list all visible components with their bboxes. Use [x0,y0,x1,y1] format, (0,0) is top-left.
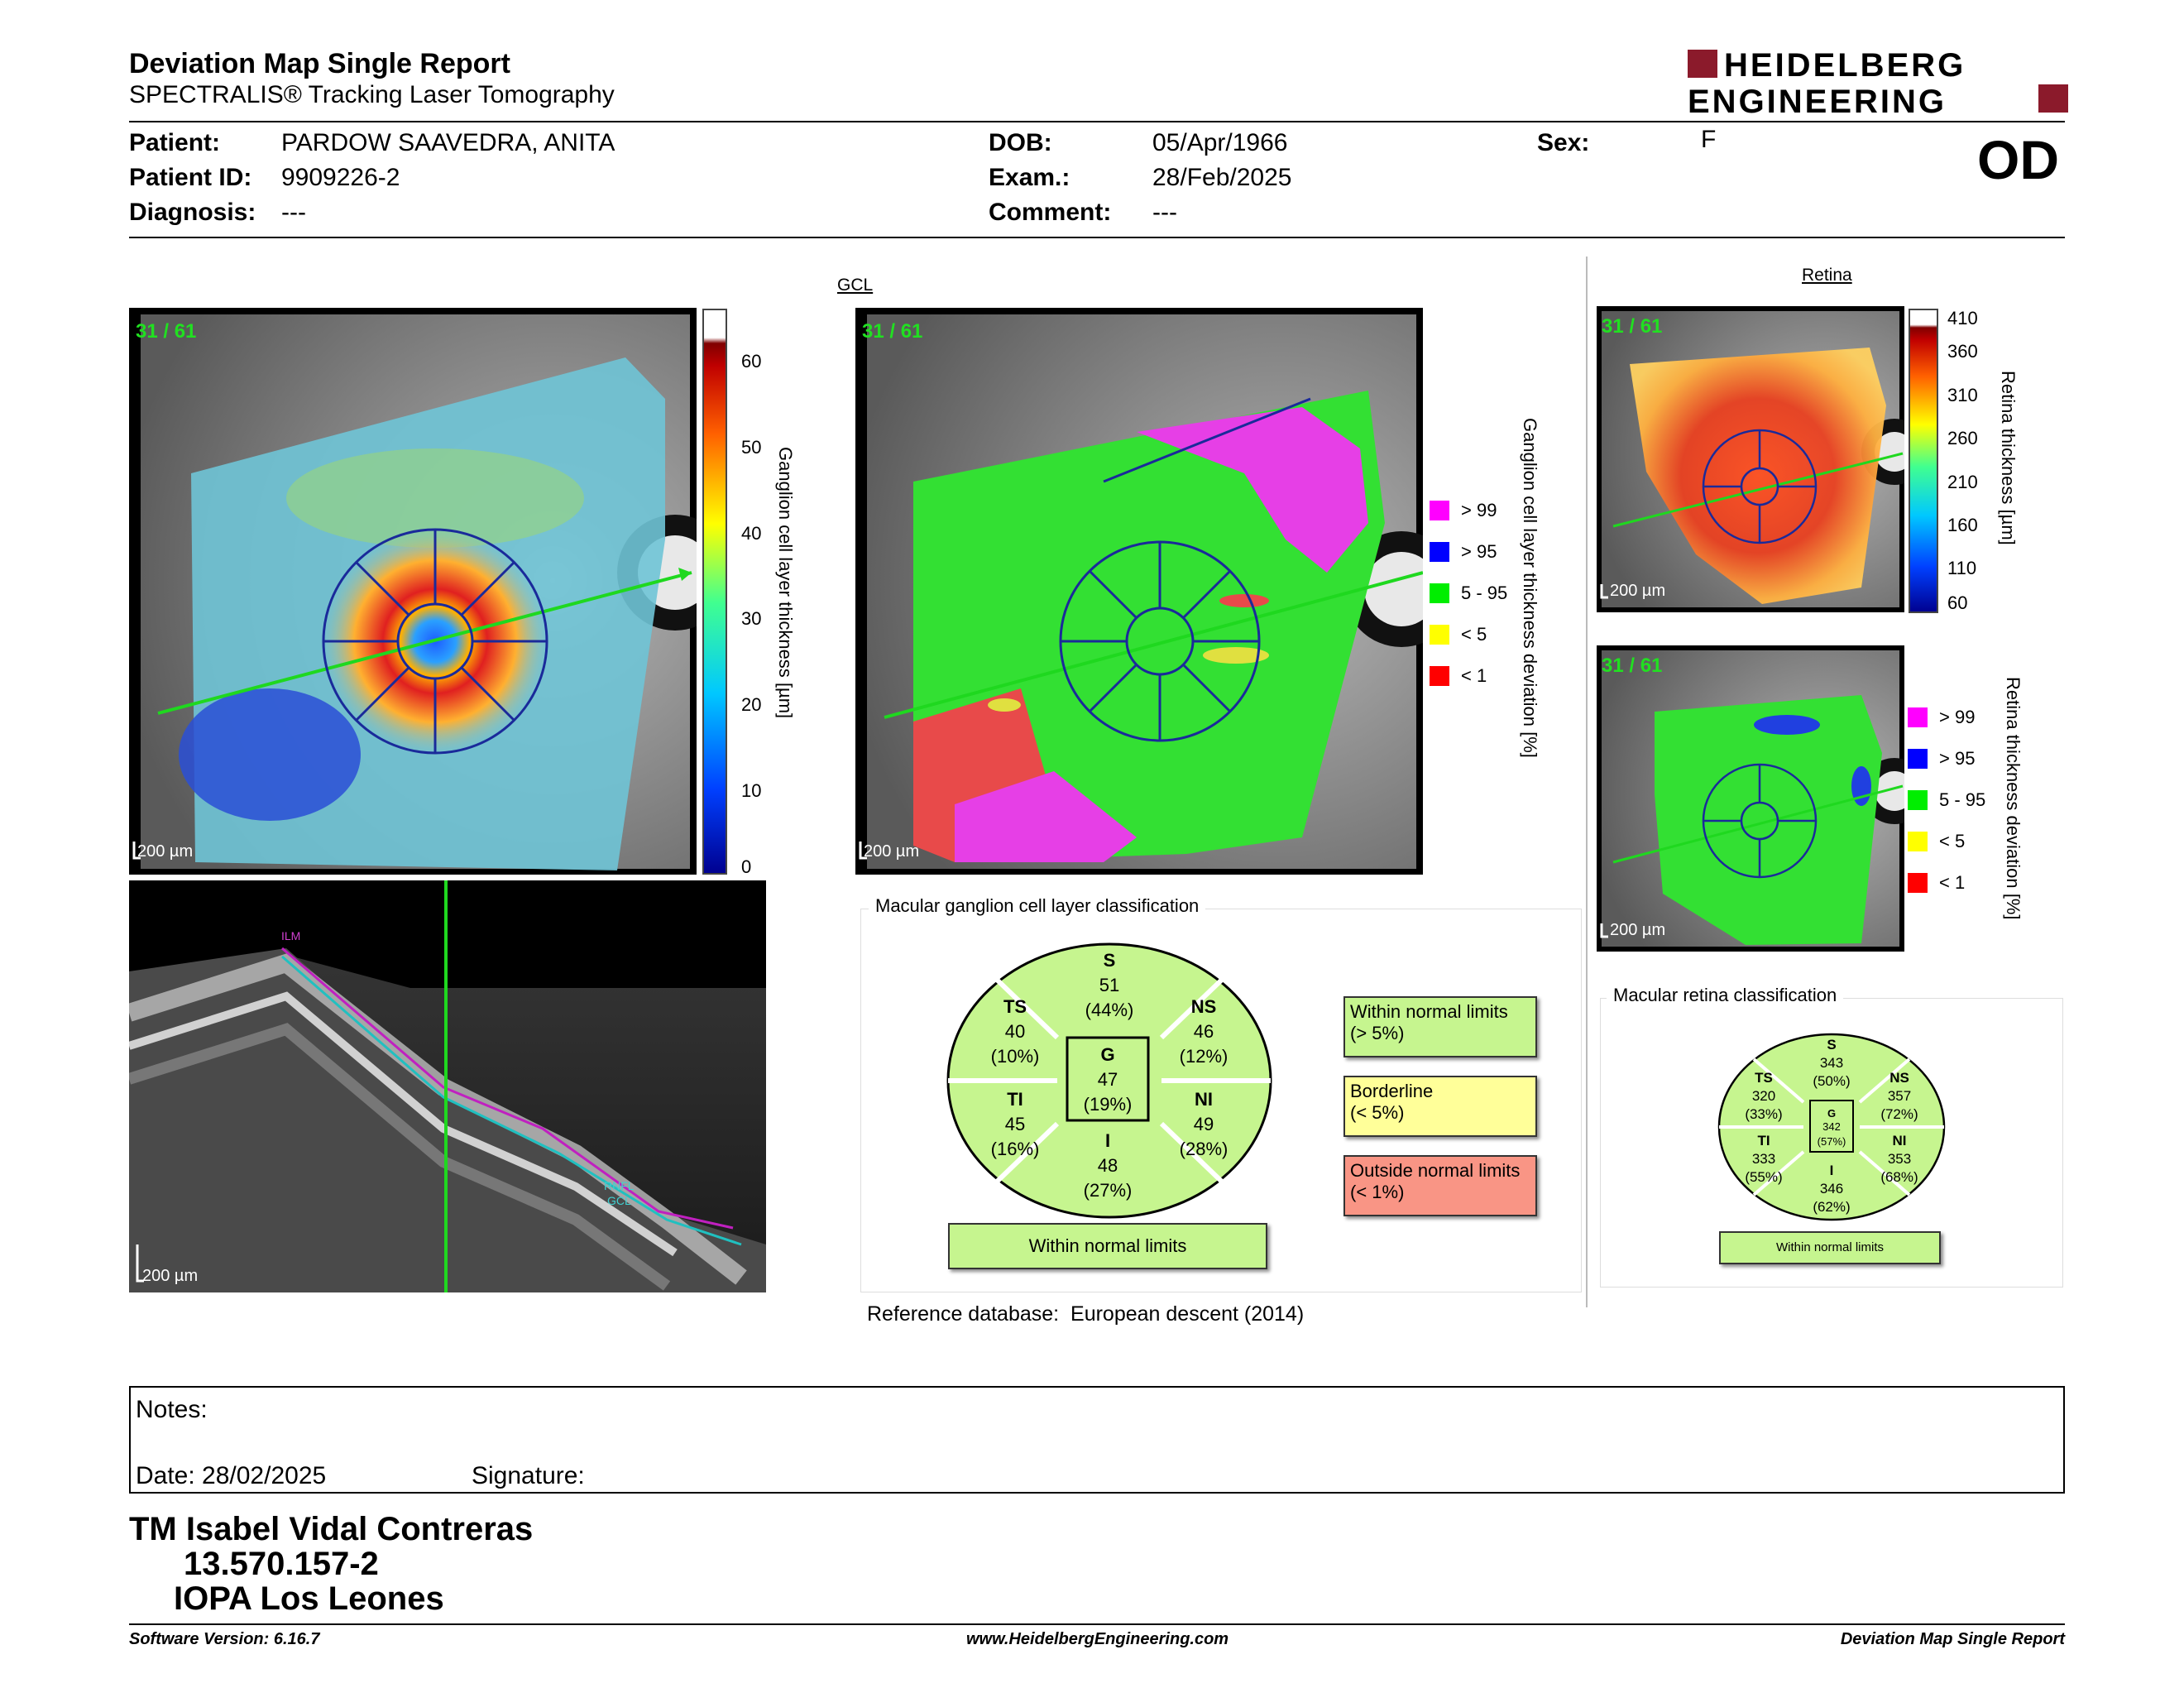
dob-label: DOB: [989,129,1052,156]
ret-tick-210: 210 [1947,472,1978,492]
gcl-tick-10: 10 [741,780,762,801]
ret-g-pct: (57%) [1817,1135,1846,1148]
gcl-s-pct: (44%) [1085,1000,1134,1020]
notes-date: Date: 28/02/2025 [136,1462,327,1489]
gcl-tick-60: 60 [741,351,762,372]
exam-label: Exam.: [989,164,1070,191]
ret-tick-410: 410 [1947,308,1978,328]
report-subtitle: SPECTRALIS® Tracking Laser Tomography [129,81,615,108]
legend-swatch [1430,501,1449,520]
signature-id: 13.570.157-2 [184,1546,379,1582]
gcl-ts-name: TS [1003,996,1027,1017]
ret-i-name: I [1829,1163,1834,1178]
gcl-tick-20: 20 [741,694,762,715]
reference-database: Reference database: European descent (2014) [867,1302,1305,1326]
gcl-legend-95: > 95 [1430,541,1497,563]
diagnosis-label: Diagnosis: [129,199,256,226]
gcl-dev-scale-bar: 200 µm [864,842,920,861]
ret-tick-60: 60 [1947,592,1968,613]
rnfl-label: RNFL [604,1179,635,1192]
footer-software-version: Software Version: 6.16.7 [129,1630,320,1648]
ret-tick-260: 260 [1947,428,1978,448]
legend-swatch [1908,832,1928,851]
gcl-legend-5: < 5 [1430,624,1487,645]
ret-ns-pct: (72%) [1880,1106,1918,1122]
retina-thickness-map [1597,306,1904,612]
key-within-normal: Within normal limits (> 5%) [1343,996,1537,1057]
ret-i-pct: (62%) [1813,1199,1851,1215]
gcl-g-name: G [1100,1044,1115,1065]
retina-deviation-axis-label: Retina thickness deviation [%] [2003,677,2024,920]
diagnosis-value: --- [281,199,306,226]
retina-scan-count: 31 / 61 [1602,315,1663,338]
retina-dev-scan-count: 31 / 61 [1602,655,1663,677]
gcl-ni-pct: (28%) [1179,1139,1228,1159]
bscan-scale-bar: 200 µm [142,1267,199,1285]
ret-legend-99: > 99 [1908,707,1975,728]
gcl-deviation-map [855,308,1423,875]
gcl-ns-name: NS [1190,996,1217,1017]
gcl-ns-value: 46 [1193,1021,1214,1042]
gcl-ts-value: 40 [1004,1021,1026,1042]
gcl-thickness-axis-label: Ganglion cell layer thickness [µm] [775,447,796,719]
footer-report-name: Deviation Map Single Report [1840,1630,2065,1648]
logo-line2: ENGINEERING [1688,84,1947,116]
heidelberg-logo [1688,46,2068,116]
key-outside-normal: Outside normal limits (< 1%) [1343,1155,1537,1216]
gcl-s-value: 51 [1099,975,1120,995]
ret-legend-5: < 5 [1908,831,1965,852]
ret-g-value: 342 [1822,1120,1841,1133]
logo-line1: HEIDELBERG [1724,47,1966,84]
gcl-tick-40: 40 [741,523,762,544]
ret-ni-pct: (68%) [1880,1169,1918,1185]
gcl-tick-50: 50 [741,437,762,458]
ret-legend-95: > 95 [1908,748,1975,770]
patient-label: Patient: [129,129,221,156]
legend-swatch [1908,707,1928,727]
signature-name: TM Isabel Vidal Contreras [129,1511,534,1547]
notes-label: Notes: [136,1396,208,1423]
gcl-ti-pct: (16%) [990,1139,1040,1159]
gcl-legend-5-95: 5 - 95 [1430,583,1507,604]
gcl-classification-title: Macular ganglion cell layer classification [869,895,1205,917]
ret-tick-310: 310 [1947,385,1978,405]
ret-legend-5-95: 5 - 95 [1908,789,1985,811]
sex-value: F [1701,126,1717,153]
retina-sector-chart [1716,1031,1947,1223]
gcl-sector-chart [945,940,1274,1221]
gcl-i-name: I [1104,1130,1111,1151]
retina-deviation-map [1597,645,1904,952]
gcl-thickness-map [129,308,697,875]
gcl-ti-value: 45 [1004,1114,1026,1134]
gcl-s-name: S [1103,950,1116,971]
gcl-g-pct: (19%) [1083,1094,1133,1115]
ret-ni-name: NI [1892,1133,1907,1149]
ret-ti-name: TI [1757,1133,1770,1149]
retina-thickness-colorbar [1908,308,1941,614]
gcl-ni-name: NI [1195,1089,1213,1110]
gcl-section-title: GCL [837,276,874,295]
gcl-ni-value: 49 [1193,1114,1214,1134]
retina-thickness-axis-label: Retina thickness [µm] [1998,371,2019,545]
gcl-dev-scan-count: 31 / 61 [862,320,923,343]
gcl-ns-pct: (12%) [1179,1046,1228,1067]
comment-value: --- [1152,199,1177,226]
ret-tick-360: 360 [1947,341,1978,362]
ret-g-name: G [1827,1107,1837,1120]
retina-dev-scale-bar: 200 µm [1610,921,1666,939]
legend-swatch [1908,749,1928,769]
patient-id: 9909226-2 [281,164,400,191]
ret-s-pct: (50%) [1813,1073,1851,1089]
gcl-ti-name: TI [1007,1089,1023,1110]
ret-ts-pct: (33%) [1745,1106,1783,1122]
ret-ns-value: 357 [1887,1088,1912,1104]
signature-label: Signature: [472,1462,585,1489]
exam-value: 28/Feb/2025 [1152,164,1292,191]
notes-box[interactable] [129,1386,2065,1494]
gcl-deviation-axis-label: Ganglion cell layer thickness deviation [%] [1520,418,1540,758]
legend-swatch [1430,583,1449,603]
patient-name: PARDOW SAAVEDRA, ANITA [281,129,615,156]
legend-swatch [1430,666,1449,686]
gcl-g-value: 47 [1097,1069,1118,1090]
oct-bscan [129,880,766,1292]
ret-ns-name: NS [1889,1070,1909,1086]
ret-ni-value: 353 [1887,1151,1912,1167]
key-borderline: Borderline (< 5%) [1343,1076,1537,1137]
retina-section-title: Retina [1802,266,1852,285]
ilm-label: ILM [281,929,301,942]
ret-s-name: S [1827,1037,1837,1053]
gcl-ts-pct: (10%) [990,1046,1040,1067]
legend-swatch [1430,542,1449,562]
gcl-overall-result: Within normal limits [948,1223,1267,1269]
comment-label: Comment: [989,199,1112,226]
retina-classification-title: Macular retina classification [1607,985,1843,1006]
footer-website[interactable]: www.HeidelbergEngineering.com [966,1630,1229,1648]
ret-legend-1: < 1 [1908,872,1965,894]
ret-ts-value: 320 [1751,1088,1776,1104]
legend-swatch [1908,790,1928,810]
retina-overall-result: Within normal limits [1719,1231,1941,1264]
gcl-i-value: 48 [1097,1155,1118,1176]
gcl-scale-bar: 200 µm [137,842,194,861]
gcl-tick-0: 0 [741,856,752,877]
eye-indicator: OD [1977,129,2059,190]
legend-swatch [1430,625,1449,645]
gcl-legend-99: > 99 [1430,500,1497,521]
gcl-i-pct: (27%) [1083,1180,1133,1201]
ret-ti-pct: (55%) [1745,1169,1783,1185]
ret-i-value: 346 [1819,1181,1844,1196]
ret-tick-110: 110 [1947,558,1977,578]
signature-institution: IOPA Los Leones [174,1580,444,1617]
patient-id-label: Patient ID: [129,164,252,191]
gcl-scan-count: 31 / 61 [136,320,197,343]
gcl-legend-1: < 1 [1430,665,1487,687]
gcl-label: GCL [607,1194,631,1207]
report-title: Deviation Map Single Report [129,48,510,79]
gcl-tick-30: 30 [741,608,762,629]
ret-s-value: 343 [1819,1055,1844,1071]
ret-ts-name: TS [1755,1070,1773,1086]
dob-value: 05/Apr/1966 [1152,129,1288,156]
sex-label: Sex: [1537,129,1590,156]
retina-scale-bar: 200 µm [1610,582,1666,600]
ret-tick-160: 160 [1947,515,1978,535]
ret-ti-value: 333 [1751,1151,1776,1167]
legend-swatch [1908,873,1928,893]
